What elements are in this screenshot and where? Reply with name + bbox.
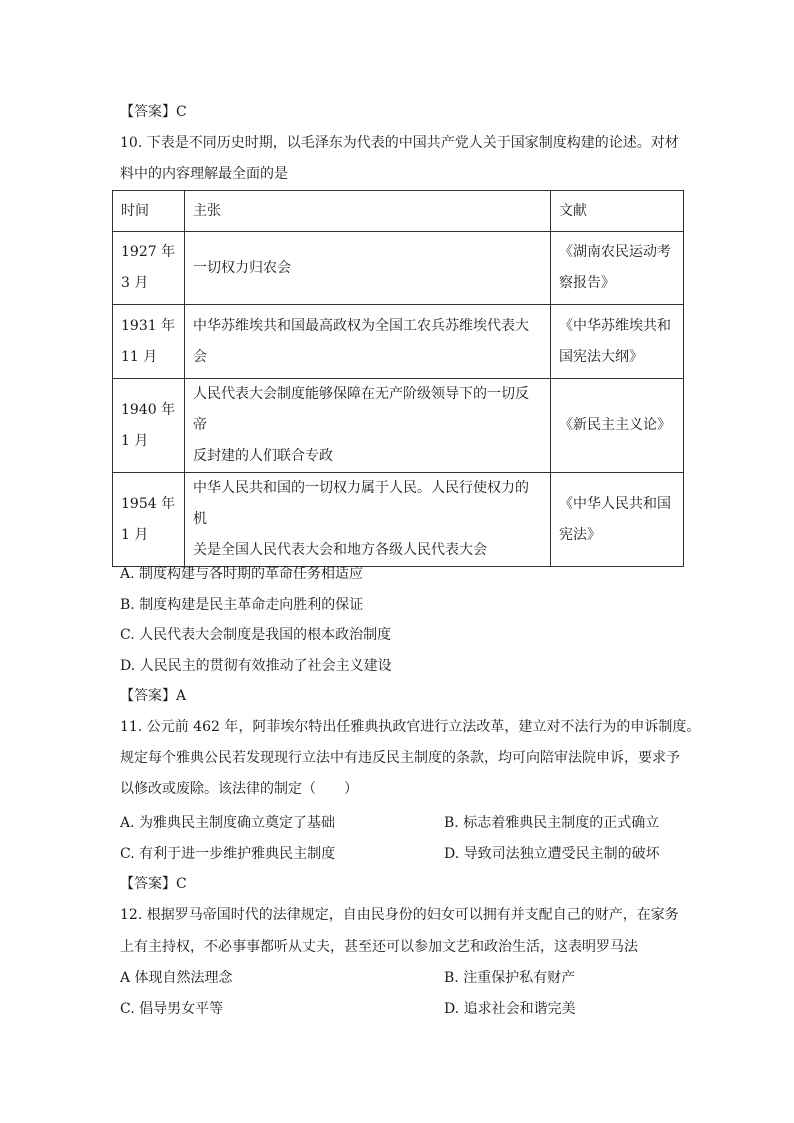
q11-option-d: D. 导致司法独立遭受民主制的破坏 xyxy=(444,846,660,862)
q9-answer: 【答案】C xyxy=(120,104,187,120)
q11-answer: 【答案】C xyxy=(120,876,187,892)
q10-table xyxy=(112,190,684,567)
table-row xyxy=(113,305,684,379)
table-row xyxy=(113,232,684,305)
table-row xyxy=(113,379,684,473)
q11-option-b: B. 标志着雅典民主制度的正式确立 xyxy=(444,815,660,831)
row-claim: 一切权力归农会 xyxy=(185,232,551,305)
row-document: 《新民主主义论》 xyxy=(551,379,684,473)
q10-stem-line1: 10. 下表是不同历史时期，以毛泽东为代表的中国共产党人关于国家制度构建的论述。对材 xyxy=(120,135,679,151)
row-claim: 中华苏维埃共和国最高政权为全国工农兵苏维埃代表大会 xyxy=(185,305,551,379)
header-claim: 主张 xyxy=(185,191,551,232)
q10-option-a: A. 制度构建与各时期的革命任务相适应 xyxy=(120,566,364,582)
q12-option-c: C. 倡导男女平等 xyxy=(120,1001,224,1017)
q11-stem-line2: 规定每个雅典公民若发现现行立法中有违反民主制度的条款，均可向陪审法院申诉，要求予 xyxy=(120,750,680,766)
table-row xyxy=(113,473,684,567)
q11-option-a: A. 为雅典民主制度确立奠定了基础 xyxy=(120,815,336,831)
q10-option-d: D. 人民民主的贯彻有效推动了社会主义建设 xyxy=(120,658,392,674)
q10-answer: 【答案】A xyxy=(120,688,187,704)
row-claim: 人民代表大会制度能够保障在无产阶级领导下的一切反帝 反封建的人们联合专政 xyxy=(185,379,551,473)
q12-option-b: B. 注重保护私有财产 xyxy=(444,970,576,986)
q12-option-a: A 体现自然法理念 xyxy=(120,970,233,986)
row-time: 1927 年 3 月 xyxy=(113,232,185,305)
q11-stem-line1: 11. 公元前 462 年，阿菲埃尔特出任雅典执政官进行立法改革，建立对不法行为的申诉制度。 xyxy=(120,719,701,735)
row-time: 1931 年 11 月 xyxy=(113,305,185,379)
table-header-row xyxy=(113,191,684,232)
q12-stem-line1: 12. 根据罗马帝国时代的法律规定，自由民身份的妇女可以拥有并支配自己的财产，在家务 xyxy=(120,907,679,923)
q12-option-d: D. 追求社会和谐完美 xyxy=(444,1001,576,1017)
q10-stem-line2: 料中的内容理解最全面的是 xyxy=(120,166,288,182)
row-time: 1940 年 1 月 xyxy=(113,379,185,473)
row-document: 《中华苏维埃共和 国宪法大纲》 xyxy=(551,305,684,379)
q10-option-b: B. 制度构建是民主革命走向胜利的保证 xyxy=(120,597,364,613)
header-document: 文献 xyxy=(551,191,684,232)
q12-stem-line2: 上有主持权，不必事事都听从丈夫，甚至还可以参加文艺和政治生活，这表明罗马法 xyxy=(120,939,638,955)
header-time: 时间 xyxy=(113,191,185,232)
row-document: 《中华人民共和国 宪法》 xyxy=(551,473,684,567)
q11-option-c: C. 有利于进一步维护雅典民主制度 xyxy=(120,846,336,862)
row-document: 《湖南农民运动考 察报告》 xyxy=(551,232,684,305)
row-time: 1954 年 1 月 xyxy=(113,473,185,567)
row-claim: 中华人民共和国的一切权力属于人民。人民行使权力的机 关是全国人民代表大会和地方各级人民代表大会 xyxy=(185,473,551,567)
q11-stem-line3: 以修改或废除。该法律的制定（ ） xyxy=(120,781,358,797)
q10-option-c: C. 人民代表大会制度是我国的根本政治制度 xyxy=(120,627,392,643)
